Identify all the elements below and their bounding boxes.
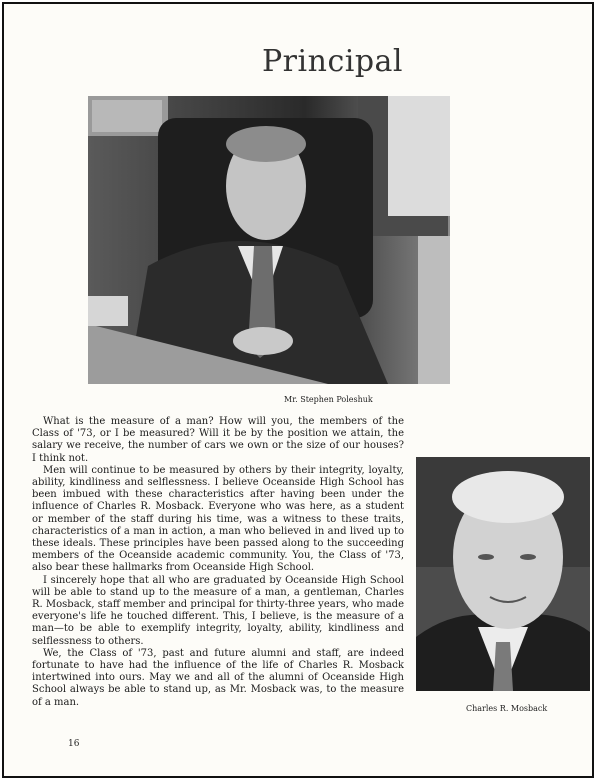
mosback-photo-caption: Charles R. Mosback xyxy=(466,704,548,713)
paragraph: I sincerely hope that all who are graduated by Oceanside High School will be able to stand up to the measure of a man, a gentleman, Charles R. Mosback, staff member and principal for thirty-three years, who made everyone's life he touched different. This, I believe, is the measure of a man—to be able to exemplify integrity, loyalty, ability, kindliness and selflessness to others. xyxy=(32,574,404,647)
article-body xyxy=(32,416,404,709)
paragraph: We, the Class of '73, past and future alumni and staff, are indeed fortunate to have had the influence of the life of Charles R. Mosback intertwined into ours. May we and all of the alumni of Oceanside High School always be able to stand up, as Mr. Mosback was, to the measure of a man. xyxy=(32,647,404,708)
paragraph: What is the measure of a man? How will you, the members of the Class of '73, or I be measured? Will it be by the position we attain, the salary we receive, the number of cars we own or the size of our houses? I think not. xyxy=(32,416,404,464)
principal-photo xyxy=(88,96,450,384)
mosback-photo xyxy=(416,457,590,691)
page-number: 16 xyxy=(68,739,80,749)
paragraph: Men will continue to be measured by others by their integrity, loyalty, ability, kindliness and selflessness. I believe Oceanside High School has been imbued with these characteristics after having been under the influence of Charles R. Mosback. Everyone who was here, as a student or member of the staff during his time, was a witness to these traits, characteristics of a man in action, a man who believed in and lived up to these ideals. These principles have been passed along to the succeeding members of the Oceanside academic community. You, the Class of '73, also bear these hallmarks from Oceanside High School. xyxy=(32,464,404,574)
principal-photo-caption: Mr. Stephen Poleshuk xyxy=(284,395,373,404)
page-title: Principal xyxy=(262,44,404,79)
